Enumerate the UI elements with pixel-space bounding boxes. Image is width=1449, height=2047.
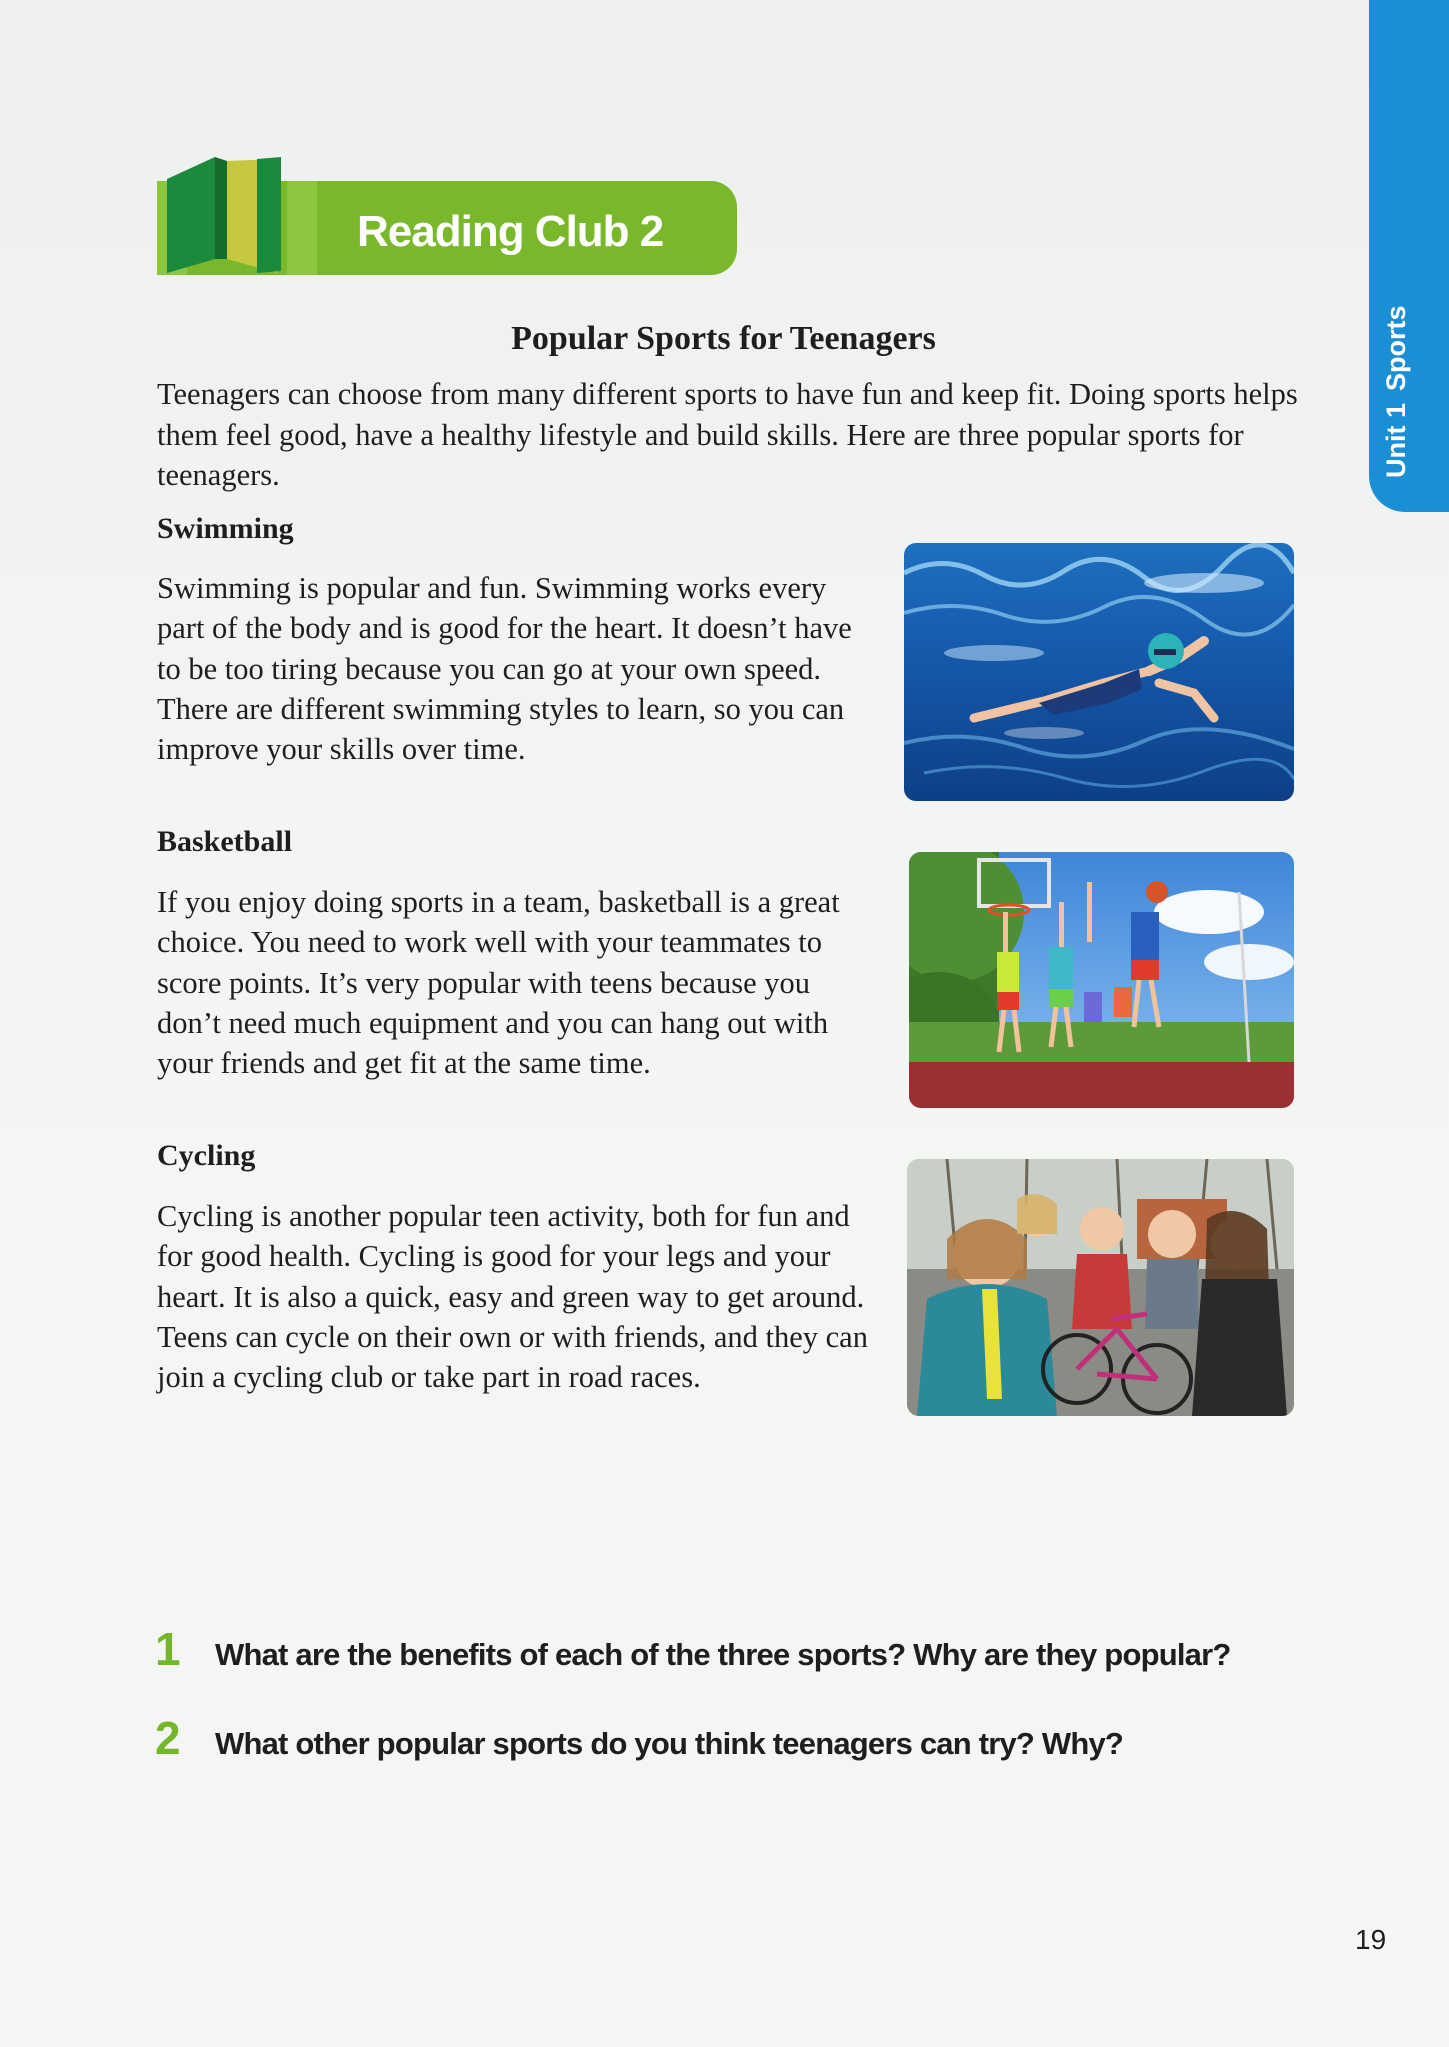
swimming-photo [904,543,1294,801]
section-heading-basketball: Basketball [157,825,293,858]
cycling-photo [907,1159,1294,1416]
open-book-icon [157,155,317,275]
article-intro: Teenagers can choose from many different sports to have fun and keep fit. Doing sports helps them feel good, have a healthy lifestyle and build skills. Here are three popular sports for teenagers. [157,377,1298,492]
section-banner [157,155,737,275]
unit-topic: Sports [1380,305,1411,391]
page-number: 19 [1355,1924,1387,1955]
question-text: What other popular sports do you think teenagers can try? Why? [215,1726,1124,1761]
unit-label: Unit 1 [1380,402,1411,478]
banner-title: Reading Club 2 [357,207,664,256]
unit-tab-label [1376,305,1416,478]
basketball-photo [909,852,1294,1108]
section-text-cycling: Cycling is another popular teen activity, both for fun and for good health. Cycling is good for your legs and your heart. It is also a quick, easy and green way to get around. Teens can cycle on their own or with friends, and they can join a cycling club or take part in road races. [157,1199,868,1395]
section-heading-swimming: Swimming [157,512,294,545]
section-heading-cycling: Cycling [157,1139,256,1172]
article-title: Popular Sports for Teenagers [511,320,936,357]
question-number: 1 [155,1623,181,1675]
question-number: 2 [155,1712,181,1764]
question-2 [155,1711,1123,1765]
section-text-swimming: Swimming is popular and fun. Swimming works every part of the body and is good for the heart. It doesn’t have to be too tiring because you can go at your own speed. There are different swimming styles to learn, so you can improve your skills over time. [157,571,852,767]
section-text-basketball: If you enjoy doing sports in a team, basketball is a great choice. You need to work well with your teammates to score points. It’s very popular with teens because you don’t need much equipment and you can hang out with your friends and get fit at the same time. [157,885,840,1081]
question-text: What are the benefits of each of the three sports? Why are they popular? [215,1637,1231,1672]
question-1 [155,1622,1231,1676]
